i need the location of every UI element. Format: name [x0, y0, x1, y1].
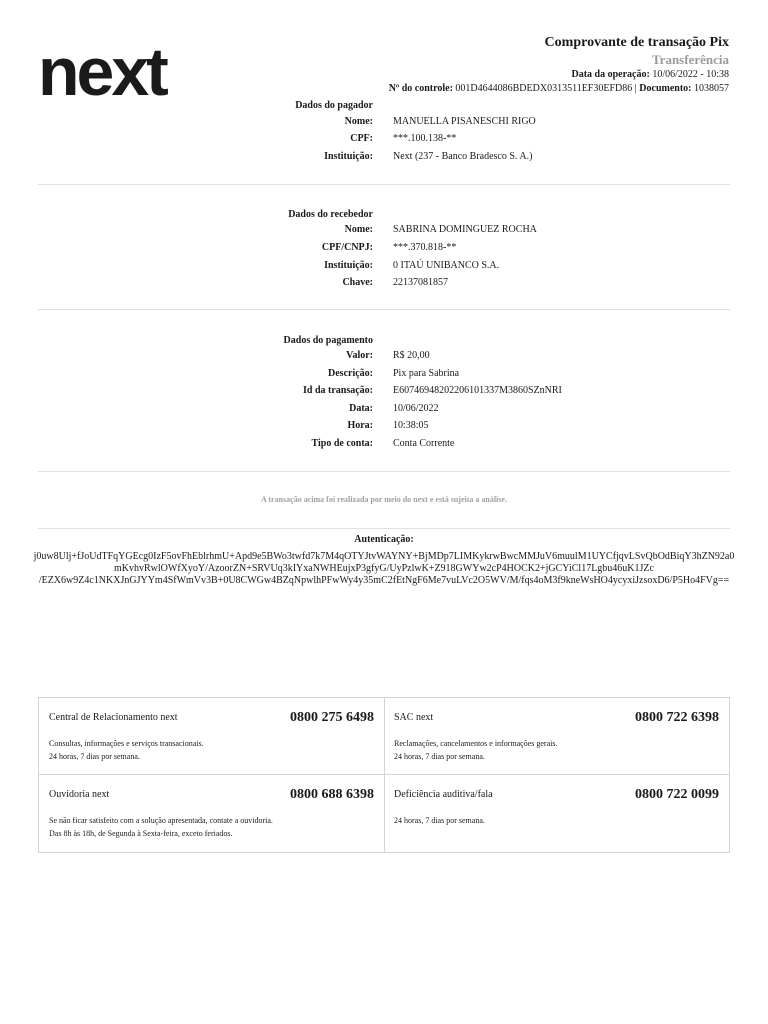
operation-date-value: 10/06/2022 - 10:38: [652, 69, 729, 80]
receiver-section-title: Dados do recebedor: [288, 209, 373, 220]
disclaimer-note: A transação acima foi realizada por meio do next e está sujeita a análise.: [261, 495, 507, 504]
payer-cpf-label: CPF:: [350, 133, 373, 144]
authentication-code-line: j0uw8Ulj+fJoUdTFqYGEcg0IzF5ovFhEblrhmU+Apd9e5BWo3twfd7k7M4qOTYJtvWAYNY+BjMDp7LIMKykrwBwcMMJuV6muulM1UYCfjqvLSvQbOdBiqY3hZN92a0: [33, 551, 735, 562]
contact-hours: Das 8h às 18h, de Segunda à Sexta-feira, exceto feriados.: [49, 829, 233, 838]
receiver-row: [0, 260, 768, 274]
payment-time-value: 10:38:05: [393, 420, 429, 431]
control-value: 001D4644086BDEDX0313511EF30EFD86: [455, 83, 633, 94]
divider: [38, 471, 730, 472]
payer-row: [0, 133, 768, 147]
document-value: 1038057: [694, 83, 729, 94]
contact-description: Reclamações, cancelamentos e informações gerais.: [394, 739, 558, 748]
receiver-institution-value: 0 ITAÚ UNIBANCO S.A.: [393, 260, 500, 271]
contact-card: [384, 698, 729, 775]
contact-phone: 0800 275 6498: [290, 710, 374, 725]
separator: |: [634, 83, 637, 94]
payment-description-value: Pix para Sabrina: [393, 368, 460, 379]
receiver-name-value: SABRINA DOMINGUEZ ROCHA: [393, 224, 537, 235]
document-label: Documento:: [639, 83, 692, 94]
contact-phone: 0800 688 6398: [290, 787, 374, 802]
transaction-id-label: Id da transação:: [302, 385, 373, 396]
divider: [38, 309, 730, 310]
authentication-title: Autenticação:: [354, 534, 414, 545]
payer-name-value: MANUELLA PISANESCHI RIGO: [393, 116, 536, 127]
contact-phone: 0800 722 0099: [635, 787, 719, 802]
operation-date: [545, 68, 729, 82]
payer-institution-label: Instituição:: [324, 151, 373, 162]
receipt-subtitle: Transferência: [651, 52, 729, 67]
contact-hours: 24 horas, 7 dias por semana.: [394, 752, 485, 761]
contact-name: Central de Relacionamento next: [49, 712, 178, 723]
payment-date-value: 10/06/2022: [393, 403, 439, 414]
payment-amount-label: Valor:: [346, 350, 373, 361]
control-line: [389, 83, 729, 94]
contact-description: 24 horas, 7 dias por semana.: [394, 816, 485, 825]
payment-description-label: Descrição:: [328, 368, 373, 379]
contact-card: [384, 775, 729, 852]
receiver-row: [0, 242, 768, 256]
receipt-title: Comprovante de transação Pix: [544, 35, 729, 50]
account-type-value: Conta Corrente: [393, 438, 455, 449]
payer-row: [0, 116, 768, 130]
control-label: Nº do controle:: [388, 83, 453, 94]
contact-name: Deficiência auditiva/fala: [394, 789, 493, 800]
authentication-code-line: mKvhvRwlOWfXyoY/AzoorZN+SRVUq3kIYxaNWHEujxP3gfyG/UyPzlwK+Z918GWYw2cP4HOCK2+jGCYiCl17Lgbu46uK1JZc: [114, 563, 654, 574]
receiver-cpf-value: ***.370.818-**: [393, 242, 457, 253]
payment-amount-value: R$ 20,00: [393, 350, 430, 361]
divider: [38, 528, 730, 529]
next-logo: next: [38, 34, 166, 110]
payment-row: [0, 420, 768, 434]
receiver-name-label: Nome:: [344, 224, 373, 235]
contact-description: Se não ficar satisfeito com a solução apresentada, contate a ouvidoria.: [49, 816, 273, 825]
divider: [38, 184, 730, 185]
receiver-cpf-label: CPF/CNPJ:: [321, 242, 373, 253]
payer-name-label: Nome:: [344, 116, 373, 127]
contact-description: Consultas, informações e serviços transacionais.: [49, 739, 204, 748]
payment-row: [0, 438, 768, 452]
receiver-key-label: Chave:: [342, 277, 373, 288]
contact-name: SAC next: [394, 712, 434, 723]
payment-section-title: Dados do pagamento: [283, 335, 373, 346]
payer-row: [0, 151, 768, 165]
payment-time-label: Hora:: [347, 420, 373, 431]
payment-row: [0, 403, 768, 417]
payment-row: [0, 385, 768, 399]
payment-date-label: Data:: [349, 403, 373, 414]
receiver-key-value: 22137081857: [393, 277, 448, 288]
authentication-code-line: /EZX6w9Z4c1NKXJnGJYYm4SfWmVv3B+0U8CWGw4BZqNpwlhPFwWy4y35mC2fEtNgF6Me7vuLVc2O5WV/M/fqs4oM3f9kneWsHO4ycyxiJzsoxD6/P5Ho4FVg==: [38, 575, 730, 586]
payment-row: [0, 350, 768, 364]
payer-section-title: Dados do pagador: [295, 100, 373, 111]
receiver-row: [0, 224, 768, 238]
contact-phone: 0800 722 6398: [635, 710, 719, 725]
payer-cpf-value: ***.100.138-**: [393, 133, 457, 144]
contact-card: [39, 775, 384, 852]
contact-card: [39, 698, 384, 775]
contact-grid: [38, 697, 730, 853]
account-type-label: Tipo de conta:: [311, 438, 373, 449]
contact-name: Ouvidoria next: [49, 789, 110, 800]
receipt-header: [545, 34, 729, 82]
receiver-row: [0, 277, 768, 291]
contact-hours: 24 horas, 7 dias por semana.: [49, 752, 140, 761]
receiver-institution-label: Instituição:: [324, 260, 373, 271]
operation-date-label: Data da operação:: [571, 69, 650, 80]
payer-institution-value: Next (237 - Banco Bradesco S. A.): [393, 151, 533, 162]
transaction-id-value: E60746948202206101337M3860SZnNRI: [393, 385, 562, 396]
payment-row: [0, 368, 768, 382]
